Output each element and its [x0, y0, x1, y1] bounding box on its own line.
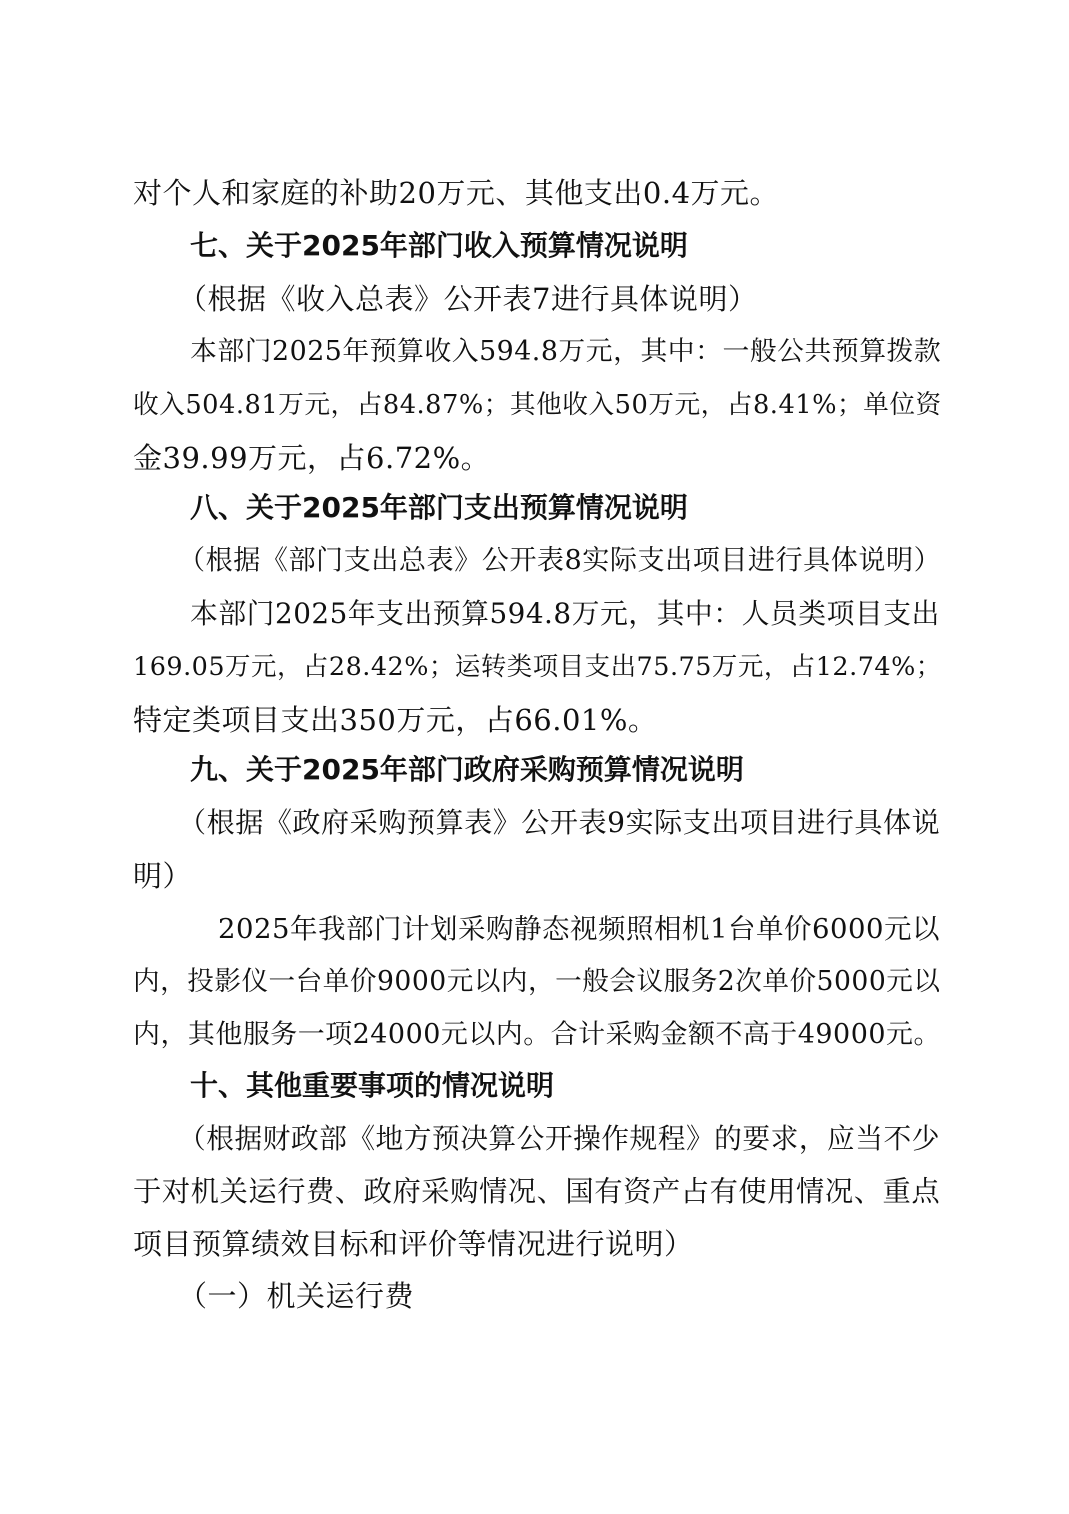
- text-line: 收入504.81万元，占84.87%；其他收入50万元，占8.41%；单位资: [133, 390, 942, 420]
- paragraph-line: [0, 962, 1069, 1002]
- text-line: 对个人和家庭的补助20万元、其他支出0.4万元。: [133, 176, 780, 210]
- text-line: 特定类项目支出350万元，占66.01%。: [133, 703, 658, 737]
- paragraph-line: [0, 1119, 1069, 1159]
- subsection-heading: [0, 1276, 1069, 1316]
- section-heading-9: [0, 750, 1069, 790]
- text-line: 于对机关运行费、政府采购情况、国有资产占有使用情况、重点: [133, 1175, 941, 1208]
- paragraph-line: [0, 541, 1069, 581]
- paragraph-line: [0, 332, 1069, 372]
- text-line: 内，投影仪一台单价9000元以内，一般会议服务2次单价5000元以: [133, 966, 941, 997]
- text-line: 2025年我部门计划采购静态视频照相机1台单价6000元以: [218, 913, 940, 945]
- text-line: 本部门2025年支出预算594.8万元，其中：人员类项目支出: [190, 597, 940, 630]
- paragraph-line: [0, 1224, 1069, 1264]
- paragraph-line: [0, 385, 1069, 425]
- text-line: 项目预算绩效目标和评价等情况进行说明）: [133, 1227, 694, 1261]
- section-heading-7: [0, 226, 1069, 266]
- paragraph-line: [0, 594, 1069, 634]
- text-line: （一）机关运行费: [178, 1279, 415, 1313]
- heading-text: 十、其他重要事项的情况说明: [190, 1069, 555, 1102]
- text-line: （根据财政部《地方预决算公开操作规程》的要求，应当不少: [178, 1122, 940, 1155]
- paragraph-line: [0, 1015, 1069, 1055]
- paragraph-line: [0, 856, 1069, 896]
- text-line: （根据《收入总表》公开表7进行具体说明）: [178, 282, 758, 316]
- text-line: （根据《政府采购预算表》公开表9实际支出项目进行具体说: [178, 806, 941, 839]
- text-line: 本部门2025年预算收入594.8万元，其中：一般公共预算拨款: [190, 336, 942, 367]
- heading-text: 九、关于2025年部门政府采购预算情况说明: [190, 753, 744, 786]
- text-line: 明）: [133, 859, 193, 893]
- heading-text: 八、关于2025年部门支出预算情况说明: [190, 491, 688, 524]
- paragraph-line: [0, 647, 1069, 687]
- text-line: 金39.99万元，占6.72%。: [133, 441, 491, 475]
- section-heading-8: [0, 488, 1069, 528]
- section-heading-10: [0, 1066, 1069, 1106]
- text-line: 169.05万元，占28.42%；运转类项目支出75.75万元，占12.74%；: [133, 652, 942, 682]
- paragraph-line: [0, 279, 1069, 319]
- paragraph-line: [0, 700, 1069, 740]
- text-line: （根据《部门支出总表》公开表8实际支出项目进行具体说明）: [178, 545, 942, 576]
- paragraph-line: [0, 1172, 1069, 1212]
- paragraph-line: [0, 909, 1069, 949]
- text-line: 内，其他服务一项24000元以内。合计采购金额不高于49000元。: [133, 1019, 941, 1050]
- paragraph-line: [0, 173, 1069, 213]
- heading-text: 七、关于2025年部门收入预算情况说明: [190, 229, 688, 262]
- paragraph-line: [0, 438, 1069, 478]
- paragraph-line: [0, 803, 1069, 843]
